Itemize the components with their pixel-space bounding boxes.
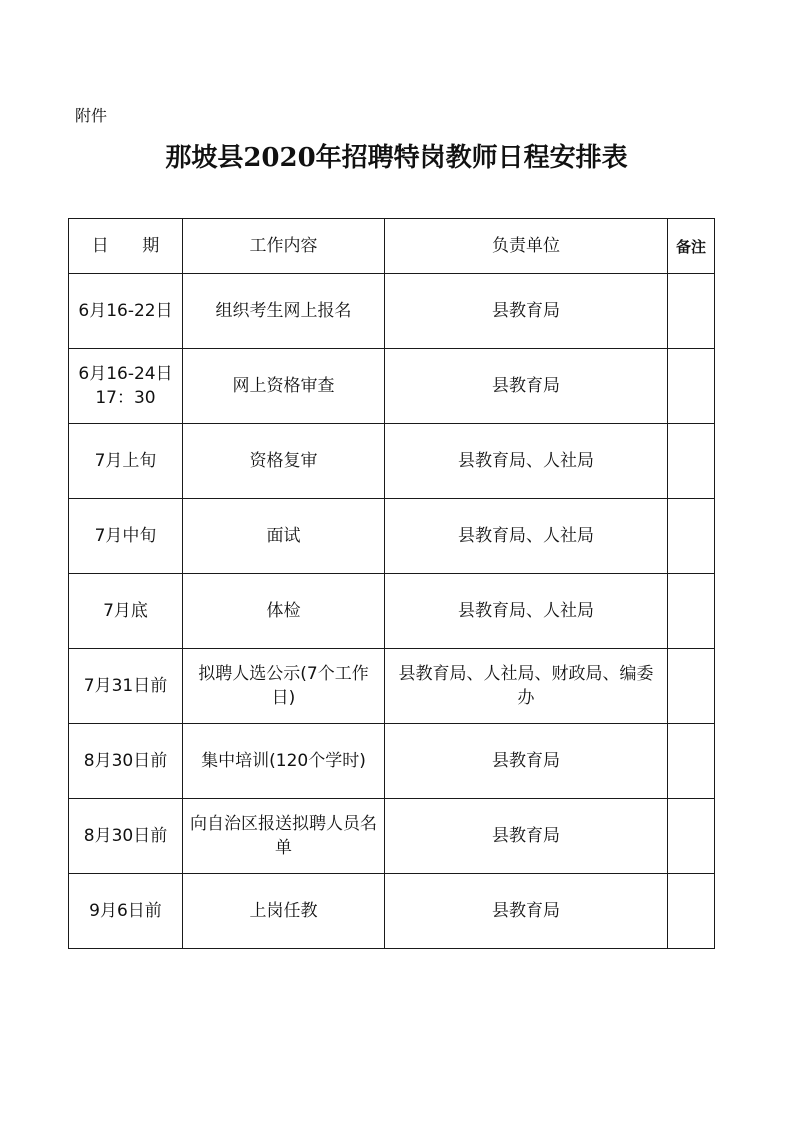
- date-cell: 6月16-24日 17：30: [69, 349, 183, 424]
- date-cell: 8月30日前: [69, 799, 183, 874]
- header-date-label: 日 期: [91, 236, 174, 256]
- table-row: [69, 349, 715, 424]
- table-row: [69, 649, 715, 724]
- header-work: 工作内容: [183, 219, 385, 274]
- date-cell: 7月中旬: [69, 499, 183, 574]
- table-row: [69, 724, 715, 799]
- note-cell: [668, 724, 715, 799]
- unit-cell: 县教育局: [385, 799, 668, 874]
- table-header-row: [69, 219, 715, 274]
- schedule-table: [68, 218, 715, 949]
- table-row: [69, 274, 715, 349]
- unit-cell: 县教育局: [385, 274, 668, 349]
- unit-cell: 县教育局: [385, 724, 668, 799]
- work-cell: 集中培训(120个学时): [183, 724, 385, 799]
- note-cell: [668, 799, 715, 874]
- work-cell: 向自治区报送拟聘人员名单: [183, 799, 385, 874]
- unit-cell: 县教育局、人社局、财政局、编委办: [385, 649, 668, 724]
- note-cell: [668, 274, 715, 349]
- date-cell: 8月30日前: [69, 724, 183, 799]
- note-cell: [668, 574, 715, 649]
- unit-cell: 县教育局: [385, 349, 668, 424]
- date-cell: 6月16-22日: [69, 274, 183, 349]
- note-cell: [668, 499, 715, 574]
- note-cell: [668, 349, 715, 424]
- attachment-label: 附件: [75, 106, 108, 125]
- table-row: [69, 799, 715, 874]
- date-cell: 7月上旬: [69, 424, 183, 499]
- header-date: [69, 219, 183, 274]
- unit-cell: 县教育局、人社局: [385, 424, 668, 499]
- document-title: 那坡县2020年招聘特岗教师日程安排表: [165, 143, 628, 173]
- work-cell: 组织考生网上报名: [183, 274, 385, 349]
- unit-cell: 县教育局、人社局: [385, 499, 668, 574]
- work-cell: 资格复审: [183, 424, 385, 499]
- table-row: [69, 424, 715, 499]
- header-note: 备注: [668, 219, 715, 274]
- work-cell: 上岗任教: [183, 874, 385, 949]
- unit-cell: 县教育局、人社局: [385, 574, 668, 649]
- work-cell: 拟聘人选公示(7个工作日): [183, 649, 385, 724]
- date-cell: 7月31日前: [69, 649, 183, 724]
- table-row: [69, 499, 715, 574]
- work-cell: 体检: [183, 574, 385, 649]
- header-unit: 负责单位: [385, 219, 668, 274]
- unit-cell: 县教育局: [385, 874, 668, 949]
- note-cell: [668, 424, 715, 499]
- table-row: [69, 574, 715, 649]
- work-cell: 面试: [183, 499, 385, 574]
- date-cell: 9月6日前: [69, 874, 183, 949]
- date-cell: 7月底: [69, 574, 183, 649]
- table-row: [69, 874, 715, 949]
- note-cell: [668, 649, 715, 724]
- note-cell: [668, 874, 715, 949]
- work-cell: 网上资格审查: [183, 349, 385, 424]
